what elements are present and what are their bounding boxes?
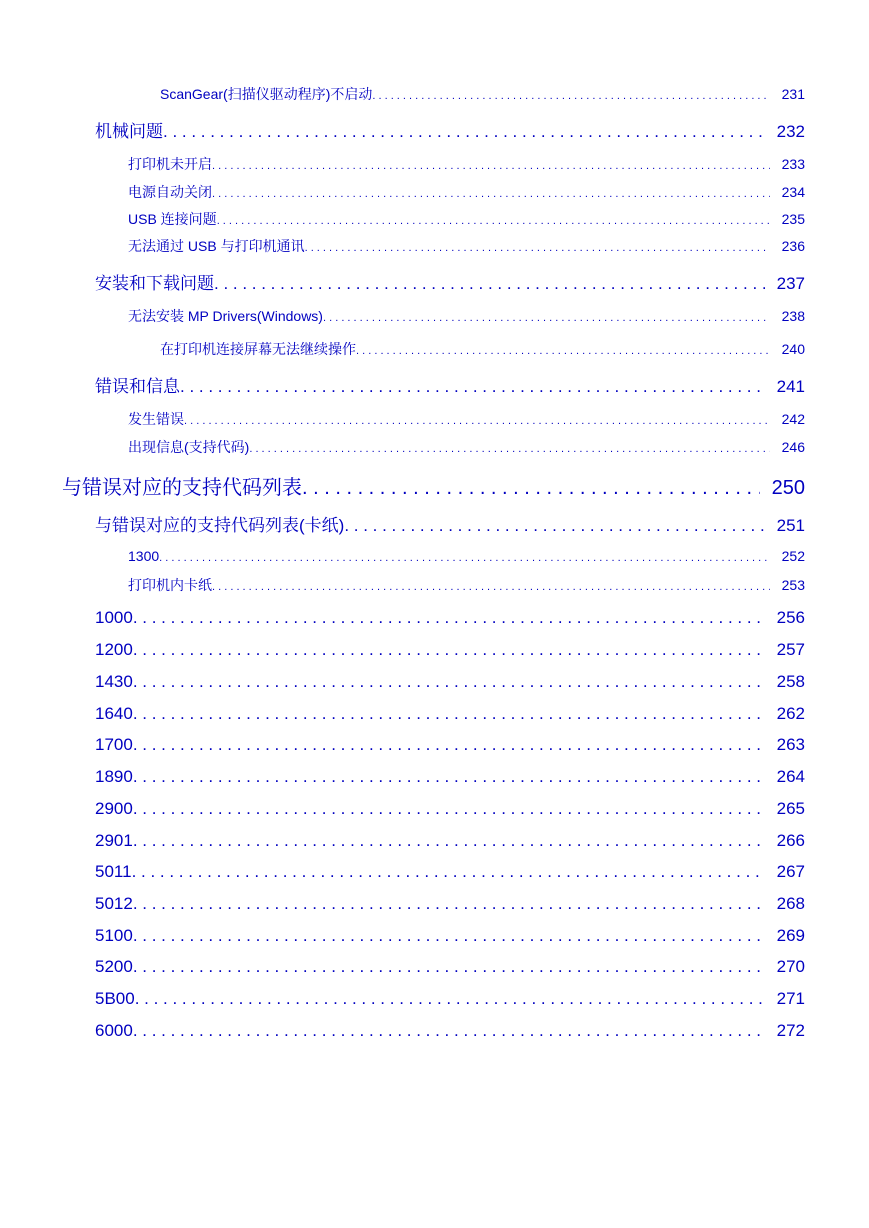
toc-entry-title: 电源自动关闭	[128, 184, 212, 200]
toc-leader-dots	[217, 215, 770, 227]
toc-entry-title: 1000	[95, 608, 133, 627]
toc-entry-page: 251	[776, 516, 805, 535]
toc-entry-title: 1300	[128, 548, 160, 564]
toc-leader-dots	[372, 90, 769, 102]
toc-entry[interactable]	[95, 799, 805, 819]
toc-entry-page: 269	[776, 926, 805, 945]
toc-entry-page: 270	[776, 957, 805, 976]
toc-entry-page: 265	[776, 799, 805, 818]
toc-entry-page: 267	[776, 862, 805, 881]
toc-leader-dots	[133, 608, 765, 628]
toc-leader-dots	[212, 581, 770, 593]
toc-entry-title: 5011	[95, 862, 132, 881]
toc-leader-dots	[323, 312, 770, 324]
toc-entry-title: 5200	[95, 957, 133, 976]
toc-entry-title: 5B00	[95, 989, 135, 1008]
toc-entry-title: 打印机内卡纸	[128, 577, 212, 593]
toc-entry-title: 与错误对应的支持代码列表	[62, 477, 302, 499]
toc-entry-page: 256	[776, 608, 805, 627]
toc-entry-title: 错误和信息	[95, 377, 180, 396]
toc-entry-title: 发生错误	[128, 411, 184, 427]
toc-leader-dots	[305, 242, 770, 254]
toc-entry[interactable]	[95, 269, 805, 294]
toc-entry[interactable]	[128, 236, 805, 256]
toc-entry-page: 233	[781, 156, 805, 172]
toc-entry-title: 1700	[95, 735, 133, 754]
toc-entry[interactable]	[128, 182, 805, 202]
toc-entry-page: 238	[781, 308, 805, 324]
toc-entry[interactable]	[95, 957, 805, 977]
toc-leader-dots	[302, 477, 760, 500]
toc-entry[interactable]	[128, 548, 805, 564]
toc-entry-title: 打印机未开启	[128, 156, 212, 172]
toc-leader-dots	[163, 122, 765, 142]
toc-entry-page: 257	[776, 640, 805, 659]
toc-leader-dots	[212, 188, 770, 200]
toc-entry[interactable]	[95, 117, 805, 142]
toc-entry[interactable]	[95, 894, 805, 914]
toc-entry[interactable]	[95, 926, 805, 946]
toc-entry[interactable]	[95, 862, 805, 882]
toc-leader-dots	[133, 957, 765, 977]
toc-leader-dots	[133, 672, 765, 692]
toc-entry[interactable]	[128, 209, 805, 229]
toc-leader-dots	[184, 415, 770, 427]
toc-leader-dots	[133, 831, 765, 851]
toc-entry-page: 235	[781, 211, 805, 227]
toc-entry-page: 231	[781, 86, 805, 102]
toc-entry-page: 236	[781, 238, 805, 254]
toc-entry-page: 266	[776, 831, 805, 850]
toc-entry-page: 237	[776, 274, 805, 293]
toc-entry[interactable]	[128, 437, 805, 457]
toc-entry-title: 5012	[95, 894, 133, 913]
toc-entry-title: ScanGear(扫描仪驱动程序)不启动	[160, 86, 373, 102]
toc-entry[interactable]	[128, 154, 805, 174]
toc-leader-dots	[132, 862, 765, 882]
toc-entry-title: 1640	[95, 704, 133, 723]
toc-leader-dots	[133, 926, 765, 946]
toc-entry-page: 232	[776, 122, 805, 141]
toc-entry-title: 5100	[95, 926, 133, 945]
toc-entry[interactable]	[95, 608, 805, 628]
toc-entry[interactable]	[62, 471, 805, 500]
toc-entry-title: 出现信息(支持代码)	[128, 439, 250, 455]
toc-entry-page: 252	[781, 548, 805, 564]
toc-entry-title: 1890	[95, 767, 133, 786]
toc-entry[interactable]	[95, 735, 805, 755]
toc-entry[interactable]	[95, 672, 805, 692]
toc-entry-title: 无法安装 MP Drivers(Windows)	[128, 308, 323, 324]
toc-entry[interactable]	[95, 640, 805, 660]
toc-entry-title: 无法通过 USB 与打印机通讯	[128, 238, 305, 254]
toc-entry-page: 234	[781, 184, 805, 200]
toc-entry-page: 272	[776, 1021, 805, 1040]
toc-entry-title: USB 连接问题	[128, 211, 217, 227]
toc-entry-page: 241	[776, 377, 805, 396]
toc-entry-title: 在打印机连接屏幕无法继续操作	[160, 341, 356, 357]
toc-entry[interactable]	[128, 575, 805, 595]
toc-entry[interactable]	[95, 511, 805, 536]
toc-entry[interactable]	[95, 831, 805, 851]
toc-entry-page: 250	[771, 477, 805, 499]
toc-entry-title: 与错误对应的支持代码列表(卡纸)	[95, 516, 345, 535]
toc-leader-dots	[133, 894, 765, 914]
toc-leader-dots	[135, 989, 765, 1009]
toc-leader-dots	[133, 704, 765, 724]
toc-leader-dots	[356, 345, 770, 357]
toc-entry-title: 安装和下载问题	[95, 274, 214, 293]
toc-entry-page: 262	[776, 704, 805, 723]
toc-entry-title: 1200	[95, 640, 133, 659]
toc-entry-page: 242	[781, 411, 805, 427]
toc-entry-title: 6000	[95, 1021, 133, 1040]
toc-entry-title: 机械问题	[95, 122, 163, 141]
toc-leader-dots	[133, 767, 765, 787]
toc-leader-dots	[159, 552, 769, 564]
toc-leader-dots	[344, 516, 764, 536]
toc-entry-page: 253	[781, 577, 805, 593]
toc-entry[interactable]	[128, 409, 805, 429]
toc-leader-dots	[133, 1021, 765, 1041]
toc-entry-title: 1430	[95, 672, 133, 691]
toc-leader-dots	[214, 274, 765, 294]
toc-entry-page: 263	[776, 735, 805, 754]
toc-entry[interactable]	[95, 704, 805, 724]
toc-leader-dots	[249, 443, 769, 455]
toc-entry-page: 240	[781, 341, 805, 357]
toc-entry[interactable]	[95, 989, 805, 1009]
toc-entry[interactable]	[128, 306, 805, 326]
toc-leader-dots	[212, 160, 770, 172]
toc-entry-page: 246	[781, 439, 805, 455]
toc-leader-dots	[133, 640, 765, 660]
toc-entry[interactable]	[95, 372, 805, 397]
toc-entry[interactable]	[160, 339, 805, 359]
toc-entry-page: 271	[776, 989, 805, 1008]
toc-entry[interactable]	[95, 767, 805, 787]
toc-leader-dots	[180, 377, 765, 397]
toc-leader-dots	[133, 799, 765, 819]
toc-entry-title: 2901	[95, 831, 133, 850]
toc-entry-title: 2900	[95, 799, 133, 818]
toc-leader-dots	[133, 735, 765, 755]
toc-entry[interactable]	[95, 1021, 805, 1041]
toc-entry-page: 268	[776, 894, 805, 913]
toc-entry-page: 258	[776, 672, 805, 691]
toc-entry-page: 264	[776, 767, 805, 786]
toc-entry[interactable]	[160, 84, 805, 104]
